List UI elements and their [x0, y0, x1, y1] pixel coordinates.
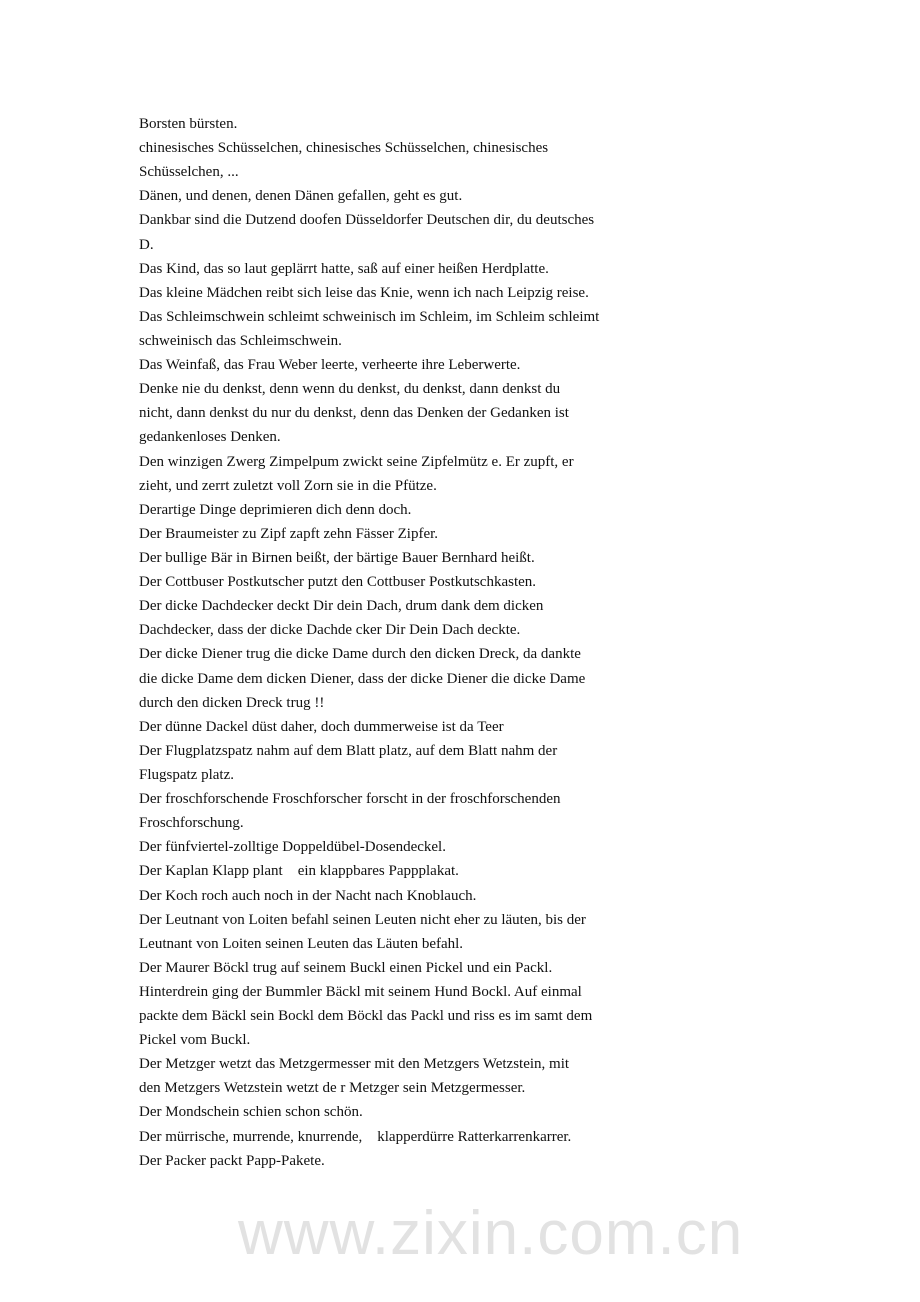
text-line: Der Maurer Böckl trug auf seinem Buckl einen Pickel und ein Packl.: [139, 959, 553, 976]
watermark: www.zixin.com.cn: [238, 1199, 744, 1268]
text-line: Das Weinfaß, das Frau Weber leerte, verheerte ihre Leberwerte.: [139, 357, 521, 374]
text-line: Der Packer packt Papp-Pakete.: [139, 1152, 325, 1169]
text-line: Dänen, und denen, denen Dänen gefallen, geht es gut.: [139, 188, 463, 205]
text-line: den Metzgers Wetzstein wetzt de r Metzger sein Metzgermesser.: [139, 1080, 526, 1097]
text-line: Schüsselchen, ...: [139, 164, 239, 181]
text-line: Der Flugplatzspatz nahm auf dem Blatt platz, auf dem Blatt nahm der: [139, 742, 558, 759]
text-line: Der dicke Dachdecker deckt Dir dein Dach, drum dank dem dicken: [139, 598, 544, 615]
text-line: Der dicke Diener trug die dicke Dame durch den dicken Dreck, da dankte: [139, 646, 581, 663]
text-line: durch den dicken Dreck trug !!: [139, 694, 325, 711]
text-line: gedankenloses Denken.: [139, 429, 281, 446]
text-line: Dachdecker, dass der dicke Dachde cker Dir Dein Dach deckte.: [139, 622, 521, 639]
text-line: Borsten bürsten.: [139, 116, 238, 132]
text-line: die dicke Dame dem dicken Diener, dass der dicke Diener die dicke Dame: [139, 670, 586, 687]
text-line: Der Kaplan Klapp plant ein klappbares Pappplakat.: [139, 863, 459, 880]
text-line: Der mürrische, murrende, knurrende, klapperdürre Ratterkarrenkarrer.: [139, 1128, 572, 1145]
text-line: Das kleine Mädchen reibt sich leise das Knie, wenn ich nach Leipzig reise.: [139, 284, 589, 301]
text-line: packte dem Bäckl sein Bockl dem Böckl das Packl und riss es im samt dem: [139, 1008, 593, 1025]
text-line: Der froschforschende Froschforscher forscht in der froschforschenden: [139, 791, 561, 808]
text-line: Der Mondschein schien schon schön.: [139, 1104, 363, 1121]
text-line: Der Cottbuser Postkutscher putzt den Cottbuser Postkutschkasten.: [139, 574, 537, 591]
text-line: Der Metzger wetzt das Metzgermesser mit den Metzgers Wetzstein, mit: [139, 1056, 570, 1073]
text-line: Der Leutnant von Loiten befahl seinen Leuten nicht eher zu läuten, bis der: [139, 911, 586, 928]
text-line: Froschforschung.: [139, 815, 244, 832]
document-body: [139, 112, 779, 1173]
text-line: Der Koch roch auch noch in der Nacht nach Knoblauch.: [139, 887, 477, 904]
text-line: D.: [139, 236, 154, 253]
text-line: Der Braumeister zu Zipf zapft zehn Fässer Zipfer.: [139, 525, 439, 542]
text-line: Denke nie du denkst, denn wenn du denkst, du denkst, dann denkst du: [139, 381, 561, 398]
text-line: Der dünne Dackel düst daher, doch dummerweise ist da Teer: [139, 718, 504, 735]
text-line: Pickel vom Buckl.: [139, 1032, 251, 1049]
text-line: Dankbar sind die Dutzend doofen Düsseldorfer Deutschen dir, du deutsches: [139, 212, 595, 229]
text-line: nicht, dann denkst du nur du denkst, denn das Denken der Gedanken ist: [139, 405, 569, 422]
text-line: Der bullige Bär in Birnen beißt, der bärtige Bauer Bernhard heißt.: [139, 549, 535, 566]
text-line: Das Schleimschwein schleimt schweinisch im Schleim, im Schleim schleimt: [139, 308, 600, 325]
text-line: Flugspatz platz.: [139, 766, 234, 783]
text-line: Das Kind, das so laut geplärrt hatte, saß auf einer heißen Herdplatte.: [139, 260, 549, 277]
text-line: Den winzigen Zwerg Zimpelpum zwickt seine Zipfelmütz e. Er zupft, er: [139, 453, 574, 470]
text-line: chinesisches Schüsselchen, chinesisches Schüsselchen, chinesisches: [139, 140, 549, 157]
text-line: Derartige Dinge deprimieren dich denn doch.: [139, 501, 412, 518]
text-line: Der fünfviertel-zolltige Doppeldübel-Dosendeckel.: [139, 839, 446, 856]
text-line: Hinterdrein ging der Bummler Bäckl mit seinem Hund Bockl. Auf einmal: [139, 983, 582, 1000]
text-line: zieht, und zerrt zuletzt voll Zorn sie in die Pfütze.: [139, 477, 437, 494]
text-line: schweinisch das Schleimschwein.: [139, 332, 342, 349]
text-line: Leutnant von Loiten seinen Leuten das Läuten befahl.: [139, 935, 464, 952]
